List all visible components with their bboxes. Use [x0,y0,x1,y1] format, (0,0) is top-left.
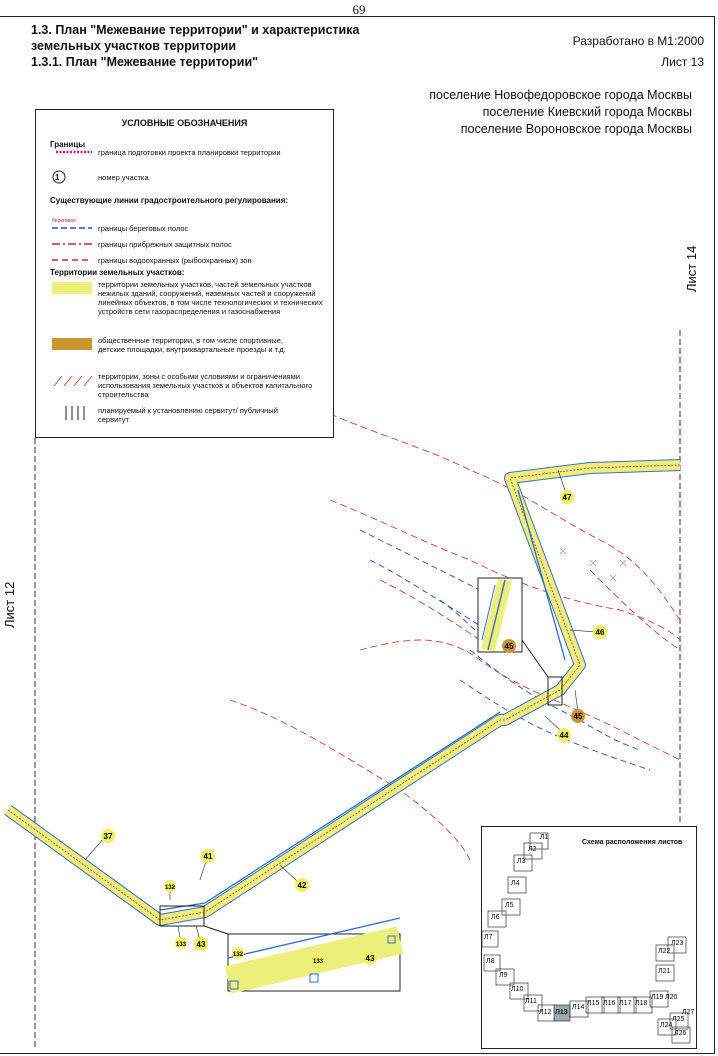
schema-sheet-9: Л9 [499,972,508,979]
page-title-cont: земельных участков территории [31,39,237,53]
legend-territories-header: Территории земельных участков: [50,268,185,277]
parcel-46 [593,625,607,639]
svg-text:47: 47 [562,493,572,502]
svg-text:44: 44 [559,731,569,740]
schema-sheet-17: Л17 [619,1000,632,1007]
schema-sheet-26: Л26 [674,1030,687,1037]
schema-sheet-21: Л21 [658,968,671,975]
parcel-45-inset [502,639,516,653]
svg-text:133: 133 [175,942,187,948]
legend-regulation-header: Существующие линии градостроительного регулирования: [50,196,289,205]
schema-sheet-25: Л25 [672,1016,685,1023]
settlement-3: поселение Вороновское города Москвы [460,122,692,136]
parcel-132 [164,880,176,892]
parcel-42 [295,878,309,892]
page-number: 69 [352,2,366,17]
schema-sheet-11: Л11 [525,998,537,1005]
svg-text:37: 37 [103,832,113,841]
legend [35,109,334,438]
schema-sheet-19: Л19 [651,994,664,1001]
svg-text:42: 42 [297,881,307,890]
schema-sheet-1: Л1 [540,834,549,841]
svg-text:45: 45 [504,642,514,651]
parcel-47 [560,490,574,504]
parcel-45 [571,709,585,723]
legend-parcel-number: номер участка [98,173,149,182]
parcel-43-inset [363,951,377,965]
parcel-133 [175,937,187,949]
schema-sheet-12: Л12 [539,1009,552,1016]
schema-sheet-13-current: Л13 [555,1009,568,1016]
parcel-132-inset [232,947,244,959]
parcel-44 [557,728,571,742]
parcel-133-inset [312,954,324,966]
svg-text:43: 43 [196,940,206,949]
legend-number-symbol: 1 [55,173,60,182]
schema-title: Схема расположения листов [582,839,683,846]
svg-text:132: 132 [232,952,244,958]
side-label-right: Лист 14 [684,245,699,292]
svg-text:46: 46 [595,628,605,637]
legend-borders-header: Границы [50,140,86,149]
legend-restricted: территории, зоны с особыми условиями и ограничениями использования земельных участков и объектов капитального строительства [98,372,313,399]
legend-coastal-protection: границы прибрежных защитных полос [98,240,232,249]
settlement-2: поселение Киевский города Москвы [482,105,692,119]
schema-sheet-4: Л4 [511,880,520,887]
sheet-number: Лист 13 [661,55,704,69]
schema-outline [482,827,696,1048]
svg-text:45: 45 [573,712,583,721]
schema-sheet-14: Л14 [572,1004,585,1011]
schema-sheet-7: Л7 [484,934,493,941]
legend-water-protection: границы водоохранных (рыбоохранных) зон [98,256,252,265]
schema-sheet-10: Л10 [511,986,524,993]
legend-servitude: планируемый к установлению сервитут/ публичный сервитут [98,406,278,424]
page-subtitle: 1.3.1. План "Межевание территории" [31,55,259,69]
schema-sheet-27: Л27 [682,1009,695,1016]
legend-parcels: территории земельных участков, частей земельных участков нежилых зданий, сооружений, наземных частей и сооружений линейных объектов, в том числе технологических и технических устройств сети газораспределения и газоснабжения [98,280,323,316]
legend-planning-boundary: граница подготовки проекта планировки территории [98,148,281,157]
svg-text:43: 43 [365,954,375,963]
schema-sheet-16: Л16 [603,1000,616,1007]
schema-sheet-15: Л15 [587,1000,600,1007]
schema-sheet-23: Л23 [671,940,684,947]
legend-shore-strip: границы береговых полос [98,224,189,233]
schema-sheet-18: Л18 [635,1000,648,1007]
parcel-41 [201,849,215,863]
side-label-left: Лист 12 [2,581,17,628]
schema-sheet-24: Л24 [660,1022,673,1029]
schema-sheet-2: Л2 [528,846,537,853]
settlement-1: поселение Новофедоровское города Москвы [429,88,692,102]
page-title: 1.3. План "Межевание территории" и характеристика [31,23,360,37]
schema-sheet-5: Л5 [505,902,514,909]
sheet-layout-schema [481,826,697,1049]
parcel-37 [101,829,115,843]
legend-shore-tag: береговая [52,218,76,224]
schema-sheet-8: Л8 [486,958,495,965]
legend-public: общественные территории, в том числе спортивные, детские площадки, внутриквартальные проезды и т.д. [98,336,286,354]
schema-sheet-20: Л20 [665,994,678,1001]
schema-sheet-6: Л6 [491,914,500,921]
scale-note: Разработано в М1:2000 [572,34,704,48]
svg-text:133: 133 [312,959,324,965]
schema-sheet-22: Л22 [658,948,671,955]
schema-sheet-3: Л3 [517,858,526,865]
legend-title: УСЛОВНЫЕ ОБОЗНАЧЕНИЯ [121,118,248,128]
svg-text:41: 41 [203,852,213,861]
svg-text:132: 132 [164,885,176,891]
parcel-43 [194,937,208,951]
